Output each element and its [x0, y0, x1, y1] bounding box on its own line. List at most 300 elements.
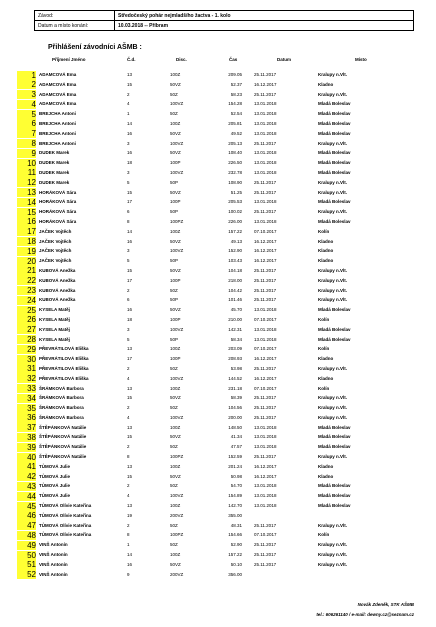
swimmer-name: ŠRÁMKOVÁ Barbora	[39, 395, 84, 401]
discipline: 50VZ	[170, 473, 181, 479]
table-row	[0, 335, 436, 345]
table-row	[0, 560, 436, 570]
swimmer-name: KYSELA Matěj	[39, 336, 70, 342]
row-number: 43	[17, 482, 36, 491]
discipline: 50VZ	[170, 395, 181, 401]
entry-date: 25.11.2017	[254, 140, 277, 146]
row-number: 52	[17, 570, 36, 579]
swimmer-name: KYSELA Matěj	[39, 307, 70, 313]
swimmer-name: PŘEVRÁTILOVÁ Eliška	[39, 375, 89, 381]
table-row	[0, 188, 436, 198]
event-number: 13	[127, 72, 133, 77]
entry-place: Mladá Boleslav	[318, 150, 351, 156]
row-number: 41	[17, 462, 36, 471]
entry-date: 25.11.2017	[254, 179, 277, 185]
table-row	[0, 178, 436, 188]
entry-place: Mladá Boleslav	[318, 483, 351, 489]
discipline: 50Z	[170, 522, 178, 528]
row-number: 3	[17, 90, 36, 99]
entry-place: Kladno	[318, 463, 334, 469]
entry-time: 54.70	[230, 483, 242, 489]
entry-date: 16.12.2017	[254, 81, 277, 87]
entry-place: Kralupy n.Vlt.	[318, 297, 348, 303]
entry-date: 13.01.2018	[254, 169, 277, 175]
swimmer-name: ŠTĚPÁNKOVÁ Natálie	[39, 434, 87, 440]
row-number: 48	[17, 531, 36, 540]
entry-place: Mladá Boleslav	[318, 434, 351, 440]
entry-place: Kolín	[318, 316, 330, 322]
table-row	[0, 227, 436, 237]
entry-time: 154.66	[228, 532, 242, 538]
entry-place: Kladno	[318, 473, 334, 479]
event-number: 3	[127, 248, 130, 254]
entry-date: 25.11.2017	[254, 297, 277, 303]
swimmer-name: DUDEK Marek	[39, 160, 70, 166]
entry-date: 07.10.2017	[254, 346, 277, 352]
swimmer-name: PŘEVRÁTILOVÁ Eliška	[39, 356, 89, 362]
swimmer-name: PŘEVRÁTILOVÁ Eliška	[39, 365, 89, 371]
entry-place: Mladá Boleslav	[318, 336, 351, 342]
table-row	[0, 393, 436, 403]
discipline: 100Z	[170, 72, 181, 77]
entry-date: 25.11.2017	[254, 209, 277, 215]
row-number: 25	[17, 306, 36, 315]
entry-place: Mladá Boleslav	[318, 111, 351, 117]
discipline: 50Z	[170, 483, 178, 489]
discipline: 200VZ	[170, 571, 184, 577]
col-header-cd: Č.d.	[127, 57, 136, 62]
swimmer-name: ADAMCOVÁ Ema	[39, 101, 77, 107]
discipline: 50Z	[170, 91, 178, 97]
swimmer-name: JAČEK Vojtěch	[39, 248, 72, 254]
table-row	[0, 119, 436, 129]
entry-date: 25.11.2017	[254, 522, 277, 528]
event-number: 15	[127, 267, 133, 273]
event-number: 13	[127, 385, 133, 391]
event-number: 14	[127, 120, 133, 126]
entry-date: 25.11.2017	[254, 189, 277, 195]
table-row	[0, 266, 436, 276]
entry-place: Kolín	[318, 346, 330, 352]
entry-time: 41.34	[230, 434, 242, 440]
discipline: 100P	[170, 316, 181, 322]
swimmer-name: TŮMOVÁ Julie	[39, 463, 71, 469]
table-row	[0, 511, 436, 521]
event-number: 16	[127, 130, 133, 136]
table-row	[0, 109, 436, 119]
entry-place: Kolín	[318, 385, 330, 391]
entry-place: Mladá Boleslav	[318, 493, 351, 499]
entry-date: 07.10.2017	[254, 316, 277, 322]
event-number: 15	[127, 189, 133, 195]
table-row	[0, 354, 436, 364]
discipline: 50Z	[170, 444, 178, 450]
entry-place: Kralupy n.Vlt.	[318, 365, 348, 371]
swimmer-name: ŠTĚPÁNKOVÁ Natálie	[39, 424, 87, 430]
row-number: 24	[17, 296, 36, 305]
swimmer-name: HORÁKOVÁ Sára	[39, 218, 77, 224]
entry-time: 103.43	[228, 258, 242, 264]
event-number: 8	[127, 532, 130, 538]
table-row	[0, 344, 436, 354]
event-number: 2	[127, 483, 130, 489]
row-number: 42	[17, 472, 36, 481]
entry-date: 13.01.2018	[254, 130, 277, 136]
discipline: 100Z	[170, 385, 181, 391]
entry-time: 58.34	[230, 336, 242, 342]
discipline: 100VZ	[170, 414, 184, 420]
entry-time: 108.90	[228, 179, 242, 185]
entry-date: 16.12.2017	[254, 248, 277, 254]
table-row	[0, 452, 436, 462]
row-number: 31	[17, 364, 36, 373]
row-number: 28	[17, 335, 36, 344]
swimmer-name: DUDEK Marek	[39, 150, 70, 156]
swimmer-name: KUBOVÁ Anežka	[39, 277, 76, 283]
entry-date: 13.01.2018	[254, 199, 277, 205]
table-row	[0, 246, 436, 256]
discipline: 50VZ	[170, 81, 181, 87]
entry-place: Kladno	[318, 81, 334, 87]
entry-place: Kladno	[318, 356, 334, 362]
table-row	[0, 530, 436, 540]
discipline: 50VZ	[170, 189, 181, 195]
table-row	[0, 501, 436, 511]
col-header-date: Datum	[277, 57, 292, 62]
table-row	[0, 295, 436, 305]
swimmer-name: ŠTĚPÁNKOVÁ Natálie	[39, 444, 87, 450]
table-row	[0, 462, 436, 472]
row-number: 15	[17, 208, 36, 217]
event-number: 2	[127, 444, 130, 450]
entry-time: 48.31	[230, 522, 242, 528]
event-number: 1	[127, 111, 130, 117]
table-row	[0, 315, 436, 325]
entry-place: Kralupy n.Vlt.	[318, 72, 348, 77]
entry-time: 50.10	[230, 561, 242, 567]
col-header-time: Čas	[229, 57, 238, 62]
entry-time: 49.13	[230, 238, 242, 244]
swimmer-name: ADAMCOVÁ Ema	[39, 72, 77, 77]
table-row	[0, 90, 436, 100]
entry-time: 52.54	[230, 111, 242, 117]
date-place-value: 10.03.2018 -- Příbram	[115, 21, 414, 31]
entry-time: 52.37	[230, 81, 242, 87]
event-number: 14	[127, 552, 133, 558]
event-number: 18	[127, 160, 133, 166]
row-number: 9	[17, 149, 36, 158]
event-number: 15	[127, 434, 133, 440]
discipline: 100Z	[170, 463, 181, 469]
row-number: 38	[17, 433, 36, 442]
swimmer-name: ŠRÁMKOVÁ Barbora	[39, 414, 84, 420]
table-row	[0, 521, 436, 531]
entry-date: 13.01.2018	[254, 218, 277, 224]
entry-place: Kralupy n.Vlt.	[318, 209, 348, 215]
entry-place: Kralupy n.Vlt.	[318, 454, 348, 460]
row-number: 45	[17, 502, 36, 511]
discipline: 100Z	[170, 228, 181, 234]
entry-time: 157.22	[228, 552, 242, 558]
entry-date: 16.12.2017	[254, 258, 277, 264]
swimmer-name: KUBOVÁ Anežka	[39, 267, 76, 273]
entry-place: Kralupy n.Vlt.	[318, 189, 348, 195]
entry-place: Kladno	[318, 375, 334, 381]
discipline: 100Z	[170, 424, 181, 430]
entry-time: 152.59	[228, 454, 242, 460]
entry-date: 13.01.2018	[254, 101, 277, 107]
event-number: 17	[127, 356, 133, 362]
table-row	[0, 197, 436, 207]
col-header-place: Místo	[355, 57, 367, 62]
entry-date: 25.11.2017	[254, 405, 277, 411]
table-row	[0, 217, 436, 227]
discipline: 100P	[170, 277, 181, 283]
swimmer-name: TŮMOVÁ Julie	[39, 473, 71, 479]
swimmer-name: JAČEK Vojtěch	[39, 238, 72, 244]
entry-date: 25.11.2017	[254, 542, 277, 548]
event-number: 6	[127, 209, 130, 215]
swimmer-name: BREJCHA Antoni	[39, 130, 76, 136]
event-number: 15	[127, 395, 133, 401]
discipline: 50Z	[170, 111, 178, 117]
swimmer-name: BREJCHA Antoni	[39, 120, 76, 126]
entry-time: 355.00	[228, 512, 242, 518]
event-number: 3	[127, 326, 130, 332]
discipline: 50VZ	[170, 267, 181, 273]
entry-place: Kralupy n.Vlt.	[318, 522, 348, 528]
event-number: 19	[127, 512, 133, 518]
event-number: 16	[127, 307, 133, 313]
discipline: 50Z	[170, 542, 178, 548]
discipline: 100VZ	[170, 493, 184, 499]
table-row	[0, 491, 436, 501]
row-number: 1	[17, 71, 36, 80]
entry-place: Mladá Boleslav	[318, 444, 351, 450]
entry-time: 50.98	[230, 473, 242, 479]
entry-time: 356.00	[228, 571, 242, 577]
swimmer-name: ADAMCOVÁ Ema	[39, 91, 77, 97]
entry-place: Mladá Boleslav	[318, 120, 351, 126]
entry-place: Kladno	[318, 248, 334, 254]
entry-time: 152.90	[228, 248, 242, 254]
entry-date: 25.11.2017	[254, 395, 277, 401]
row-number: 8	[17, 139, 36, 148]
row-number: 13	[17, 188, 36, 197]
entry-place: Kralupy n.Vlt.	[318, 552, 348, 558]
discipline: 100Z	[170, 120, 181, 126]
event-number: 14	[127, 228, 133, 234]
row-number: 46	[17, 511, 36, 520]
entry-date: 07.10.2017	[254, 385, 277, 391]
table-row	[0, 139, 436, 149]
table-row	[0, 540, 436, 550]
entry-time: 104.56	[228, 405, 242, 411]
entry-time: 231.18	[228, 385, 242, 391]
table-row	[0, 570, 436, 580]
discipline: 50P	[170, 258, 179, 264]
entry-place: Kralupy n.Vlt.	[318, 405, 348, 411]
entry-time: 47.57	[230, 444, 242, 450]
row-number: 44	[17, 492, 36, 501]
header-row-date-place	[35, 21, 414, 31]
footer-author: Novák Zdeněk, STK AŠMB	[357, 602, 414, 607]
entry-time: 58.23	[230, 91, 242, 97]
row-number: 47	[17, 521, 36, 530]
entry-time: 226.50	[228, 160, 242, 166]
entry-time: 53.98	[230, 365, 242, 371]
event-number: 17	[127, 277, 133, 283]
entry-time: 205.81	[228, 120, 242, 126]
swimmer-name: HORÁKOVÁ Sára	[39, 189, 77, 195]
entry-place: Kralupy n.Vlt.	[318, 414, 348, 420]
discipline: 100VZ	[170, 169, 184, 175]
entry-time: 101.46	[228, 297, 242, 303]
entry-date: 13.01.2018	[254, 326, 277, 332]
table-row	[0, 364, 436, 374]
swimmer-name: BREJCHA Antoni	[39, 111, 76, 117]
row-number: 4	[17, 100, 36, 109]
event-number: 2	[127, 365, 130, 371]
event-number: 13	[127, 463, 133, 469]
entry-time: 154.28	[228, 101, 242, 107]
row-number: 7	[17, 129, 36, 138]
discipline: 100PZ	[170, 454, 184, 460]
row-number: 49	[17, 541, 36, 550]
discipline: 100PZ	[170, 532, 184, 538]
table-row	[0, 305, 436, 315]
entry-date: 25.11.2017	[254, 552, 277, 558]
entry-time: 203.09	[228, 346, 242, 352]
entry-date: 13.01.2018	[254, 120, 277, 126]
table-row	[0, 80, 436, 90]
table-row	[0, 207, 436, 217]
entry-time: 148.50	[228, 424, 242, 430]
discipline: 100Z	[170, 346, 181, 352]
table-row	[0, 99, 436, 109]
entry-place: Kralupy n.Vlt.	[318, 542, 348, 548]
entry-date: 25.11.2017	[254, 454, 277, 460]
row-number: 21	[17, 266, 36, 275]
table-row	[0, 325, 436, 335]
row-number: 5	[17, 110, 36, 119]
entry-place: Kralupy n.Vlt.	[318, 561, 348, 567]
entry-time: 201.24	[228, 463, 242, 469]
row-number: 19	[17, 247, 36, 256]
discipline: 100P	[170, 160, 181, 166]
table-row	[0, 70, 436, 80]
entry-time: 205.13	[228, 140, 242, 146]
row-number: 39	[17, 443, 36, 452]
entry-date: 13.01.2018	[254, 444, 277, 450]
entry-place: Kralupy n.Vlt.	[318, 91, 348, 97]
event-number: 4	[127, 101, 130, 107]
event-number: 13	[127, 503, 133, 509]
swimmer-name: KUBOVÁ Anežka	[39, 287, 76, 293]
event-number: 16	[127, 238, 133, 244]
entry-date: 13.01.2018	[254, 111, 277, 117]
discipline: 50VZ	[170, 307, 181, 313]
table-row	[0, 286, 436, 296]
entry-date: 13.01.2018	[254, 160, 277, 166]
discipline: 50P	[170, 179, 179, 185]
discipline: 100Z	[170, 552, 181, 558]
event-number: 2	[127, 522, 130, 528]
discipline: 50Z	[170, 405, 178, 411]
event-number: 16	[127, 150, 133, 156]
discipline: 100VZ	[170, 140, 184, 146]
entry-date: 25.11.2017	[254, 561, 277, 567]
event-number: 13	[127, 346, 133, 352]
table-row	[0, 472, 436, 482]
entry-time: 205.53	[228, 199, 242, 205]
swimmer-name: TŮMOVÁ Julie	[39, 483, 71, 489]
row-number: 11	[17, 168, 36, 177]
discipline: 100VZ	[170, 101, 184, 107]
swimmer-name: TŮMOVÁ Olívie Kateřina	[39, 512, 92, 518]
col-header-disc: Disc.	[176, 57, 187, 62]
swimmer-name: DUDEK Marek	[39, 179, 70, 185]
entry-time: 232.78	[228, 169, 242, 175]
entry-place: Mladá Boleslav	[318, 101, 351, 107]
discipline: 50VZ	[170, 130, 181, 136]
entry-place: Kralupy n.Vlt.	[318, 277, 348, 283]
entry-time: 104.18	[228, 267, 242, 273]
table-row	[0, 256, 436, 266]
swimmer-name: TŮMOVÁ Olívie Kateřina	[39, 522, 92, 528]
entry-time: 209.05	[228, 72, 242, 77]
event-number: 17	[127, 199, 133, 205]
event-number: 1	[127, 542, 130, 548]
entry-time: 58.39	[230, 395, 242, 401]
row-number: 17	[17, 227, 36, 236]
event-number: 5	[127, 179, 130, 185]
event-number: 13	[127, 424, 133, 430]
swimmer-name: HORÁKOVÁ Sára	[39, 209, 77, 215]
discipline: 50P	[170, 336, 179, 342]
entry-date: 16.12.2017	[254, 356, 277, 362]
entry-date: 16.12.2017	[254, 463, 277, 469]
entry-time: 210.00	[228, 316, 242, 322]
swimmer-name: KUBOVÁ Anežka	[39, 297, 76, 303]
row-number: 26	[17, 315, 36, 324]
entry-date: 25.11.2017	[254, 91, 277, 97]
entry-time: 51.25	[230, 189, 242, 195]
discipline: 100P	[170, 356, 181, 362]
swimmer-name: ADAMCOVÁ Ema	[39, 81, 77, 87]
entry-time: 104.42	[228, 287, 242, 293]
row-number: 40	[17, 453, 36, 462]
table-row	[0, 129, 436, 139]
row-number: 20	[17, 257, 36, 266]
date-place-label: Datum a místo konání:	[35, 21, 115, 31]
entry-time: 144.52	[228, 375, 242, 381]
event-number: 16	[127, 561, 133, 567]
swimmer-name: KYSELA Matěj	[39, 326, 70, 332]
row-number: 2	[17, 80, 36, 89]
entry-time: 108.40	[228, 150, 242, 156]
swimmer-name: JAČEK Vojtěch	[39, 228, 72, 234]
entry-time: 142.31	[228, 326, 242, 332]
swimmer-name: VINŠ Antonín	[39, 552, 68, 558]
row-number: 14	[17, 198, 36, 207]
discipline: 100Z	[170, 503, 181, 509]
swimmer-name: ŠRÁMKOVÁ Barbora	[39, 385, 84, 391]
col-header-name: Příjmení Jméno	[52, 57, 86, 62]
entry-place: Kolín	[318, 228, 330, 234]
section-title: Přihlášení závodníci AŠMB :	[48, 44, 142, 51]
discipline: 100VZ	[170, 375, 184, 381]
